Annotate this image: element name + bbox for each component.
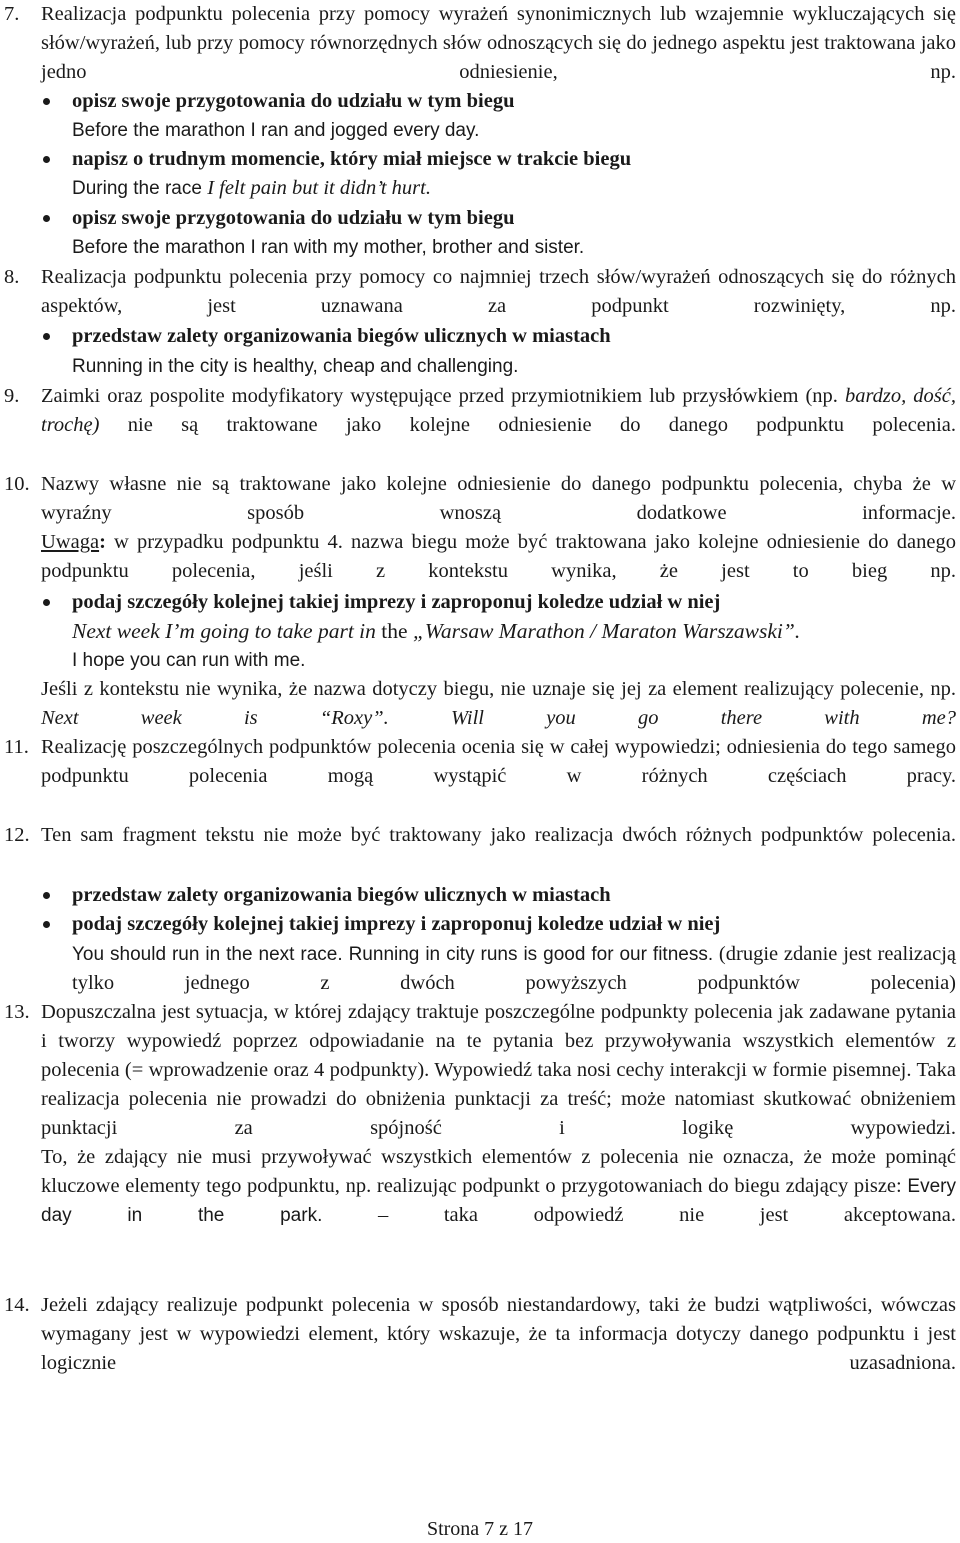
example-italic: Next week I’m going to take part in — [72, 619, 376, 643]
point-number: 11. — [4, 736, 29, 758]
point-13-text-2 — [41, 1143, 956, 1230]
bullet-label: napisz o trudnym momencie, który miał miejsce w trakcie biegu — [72, 148, 632, 170]
bullet-label: podaj szczegóły kolejnej takiej imprezy i zaproponuj koledze udział w niej — [72, 591, 721, 613]
text-part: To, że zdający nie musi przywoływać wszystkich elementów z polecenia nie oznacza, że może pominąć kluczowe elementy tego podpunktu, np. realizując podpunkt o przygotowaniach do biegu zdający pisze: — [41, 1146, 956, 1197]
example-plain: During the race — [72, 178, 208, 199]
note-paragraph — [41, 675, 956, 733]
note-italic: Next week is “Roxy”. Will you go there with me? — [41, 707, 956, 729]
point-9-text — [41, 382, 956, 440]
bullet-label: przedstaw zalety organizowania biegów ulicznych w miastach — [72, 884, 611, 906]
example-text: Before the marathon I ran with my mother, brother and sister. — [72, 237, 585, 258]
text-part: Zaimki oraz pospolite modyfikatory występujące przed przymiotnikiem lub przysłówkiem (np. — [41, 385, 845, 407]
point-8-text: Realizacja podpunktu polecenia przy pomocy co najmniej trzech słów/wyrażeń odnoszących się do różnych aspektów, jest uznawana za podpunkt rozwinięty, np. — [41, 266, 956, 317]
point-10-text: Nazwy własne nie są traktowane jako kolejne odniesienie do danego podpunktu polecenia, chyba że w wyraźny sposób wnoszą dodatkowe informacje. — [41, 473, 956, 524]
point-text — [41, 821, 956, 850]
example-note: (drugie zdanie jest realizacją tylko jednego z dwóch powyższych podpunktów polecenia) — [72, 943, 956, 994]
uwaga-text — [41, 528, 956, 586]
example-plain: the — [375, 619, 413, 643]
example-italic: I felt pain but it didn’t hurt. — [207, 177, 431, 199]
uwaga-label: Uwaga — [41, 531, 100, 553]
point-text — [41, 733, 956, 791]
bullet-label: opisz swoje przygotowania do udziału w tym biegu — [72, 90, 515, 112]
example-italic: „Warsaw Marathon / Maraton Warszawski”. — [412, 619, 801, 643]
point-number: 12. — [4, 824, 30, 846]
bullet-label: przedstaw zalety organizowania biegów ulicznych w miastach — [72, 325, 611, 347]
uwaga-colon: : — [99, 531, 106, 553]
text-italic: bardzo, dość, trochę) — [41, 385, 956, 436]
point-number: 13. — [4, 1001, 30, 1023]
example-text — [72, 174, 431, 203]
example-text: I hope you can run with me. — [72, 650, 306, 671]
page-footer: Strona 7 z 17 — [426, 1518, 534, 1540]
example-text — [72, 617, 800, 646]
point-text — [41, 382, 956, 440]
point-14-text: Jeżeli zdający realizuje podpunkt polecenia w sposób niestandardowy, taki że budzi wątpliwości, wówczas wymagany jest w wypowiedzi element, który wskazuje, że ta informacja dotyczy danego podpunktu i jest logicznie uzasadniona. — [41, 1294, 956, 1374]
point-11-text: Realizację poszczególnych podpunktów polecenia ocenia się w całej wypowiedzi; odniesienia do tego samego podpunktu polecenia mogą wystąpić w różnych częściach pracy. — [41, 736, 956, 787]
example-plain: You should run in the next race. Running in city runs is good for our fitness. — [72, 944, 714, 965]
example-paragraph — [72, 940, 956, 998]
point-text — [41, 0, 956, 87]
bullet-label: opisz swoje przygotowania do udziału w tym biegu — [72, 207, 515, 229]
point-number: 14. — [4, 1294, 30, 1316]
note-text — [41, 675, 956, 733]
point-number: 10. — [4, 473, 30, 495]
point-13-text: Dopuszczalna jest sytuacja, w której zdający traktuje poszczególne podpunkty polecenia jak zadawane pytania i tworzy wypowiedź poprzez odpowiadanie na te pytania bez przywoływania wszystkich elementów z polecenia (= wprowadzenie oraz 4 podpunkty). Wypowiedź taka nosi cechy interakcji w formie pisemnej. Taka realizacja polecenia nie prowadzi do obniżenia punktacji za treść; może natomiast skutkować obniżeniem punktacji za spójność i logikę wypowiedzi. — [41, 1001, 956, 1139]
text-example: Every day in the park. — [41, 1176, 956, 1226]
example-text — [72, 940, 956, 998]
uwaga-body: w przypadku podpunktu 4. nazwa biegu może być traktowana jako kolejne odniesienie do danego podpunktu polecenia, jeśli z kontekstu wynika, że jest to bieg np. — [41, 531, 956, 582]
point-text — [41, 263, 956, 321]
example-text: Running in the city is healthy, cheap and challenging. — [72, 356, 519, 377]
point-text — [41, 470, 956, 586]
bullet-label: podaj szczegóły kolejnej takiej imprezy i zaproponuj koledze udział w niej — [72, 913, 721, 935]
point-7-text: Realizacja podpunktu polecenia przy pomocy wyrażeń synonimicznych lub wzajemnie wykluczających się słów/wyrażeń, lub przy pomocy równorzędnych słów odnoszących się do jednego aspektu jest traktowana jako jedno odniesienie, np. — [41, 3, 956, 83]
example-text: Before the marathon I ran and jogged every day. — [72, 120, 480, 141]
text-part: nie są traktowane jako kolejne odniesienie do danego podpunktu polecenia. — [99, 414, 956, 436]
point-number: 9. — [4, 385, 20, 407]
point-text — [41, 1291, 956, 1378]
point-text — [41, 998, 956, 1230]
point-12-text: Ten sam fragment tekstu nie może być traktowany jako realizacja dwóch różnych podpunktów polecenia. — [41, 824, 956, 846]
note-plain: Jeśli z kontekstu nie wynika, że nazwa dotyczy biegu, nie uznaje się jej za element realizujący polecenie, np. — [41, 678, 956, 700]
point-number: 7. — [4, 3, 20, 25]
point-number: 8. — [4, 266, 20, 288]
text-part: – taka odpowiedź nie jest akceptowana. — [322, 1204, 956, 1226]
